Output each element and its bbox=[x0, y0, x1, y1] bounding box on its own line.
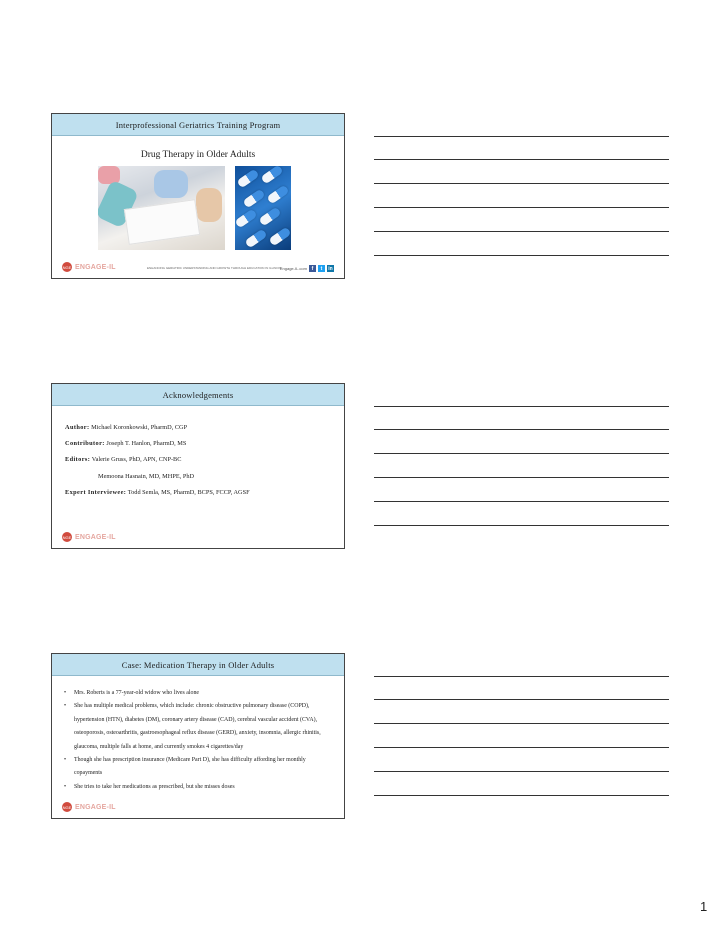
twitter-icon[interactable]: t bbox=[318, 265, 325, 272]
list-item: • Mrs. Roberts is a 77-year-old widow who lives alone bbox=[63, 687, 334, 700]
page-number: 1 bbox=[700, 899, 708, 914]
ack-line: Memoona Hasnain, MD, MHPE, PhD bbox=[98, 472, 195, 480]
linkedin-icon[interactable]: in bbox=[328, 265, 333, 272]
engage-il-logo bbox=[62, 262, 116, 272]
social-links bbox=[280, 265, 334, 272]
slide-header: Interprofessional Geriatrics Training Program bbox=[52, 114, 344, 136]
logo-badge: NGE bbox=[62, 262, 72, 272]
engage-il-logo bbox=[62, 802, 116, 812]
ack-line: Author: Michael Koronkowski, PharmD, CGP bbox=[65, 424, 188, 431]
acknowledgements-list bbox=[65, 420, 250, 501]
slide-header: Case: Medication Therapy in Older Adults bbox=[52, 654, 344, 676]
note-line bbox=[374, 159, 669, 160]
list-item: • Though she has prescription insurance (Medicare Part D), she has difficulty affording her monthly copayments bbox=[63, 754, 334, 781]
pills-photo bbox=[235, 166, 291, 250]
note-line bbox=[374, 747, 669, 748]
slide-header: Acknowledgements bbox=[52, 384, 344, 406]
ack-line: Editors: Valerie Gruss, PhD, APN, CNP-BC bbox=[65, 456, 182, 464]
case-bullets bbox=[63, 687, 334, 794]
slide-title bbox=[51, 113, 345, 279]
note-line bbox=[374, 136, 669, 137]
logo-text: ENGAGE-IL bbox=[75, 803, 116, 811]
logo-text: ENGAGE-IL bbox=[75, 263, 116, 271]
note-line bbox=[374, 429, 669, 430]
ack-line: Expert Interviewee: Todd Semla, MS, PharmD, BCPS, FCCP, AGSF bbox=[65, 488, 250, 496]
note-line bbox=[374, 771, 669, 772]
slide-case bbox=[51, 653, 345, 819]
note-line bbox=[374, 453, 669, 454]
note-line bbox=[374, 207, 669, 208]
note-line bbox=[374, 723, 669, 724]
slide-title-text: Drug Therapy in Older Adults bbox=[140, 150, 256, 160]
note-line bbox=[374, 699, 669, 700]
footer-tagline: ENHANCING GERIATRIC UNDERSTANDING AND GROWTH THROUGH EDUCATION IN ILLINOIS bbox=[147, 266, 282, 270]
note-line bbox=[374, 231, 669, 232]
note-line bbox=[374, 795, 669, 796]
team-meeting-photo bbox=[98, 166, 225, 250]
logo-text: ENGAGE-IL bbox=[75, 533, 116, 541]
facebook-icon[interactable]: f bbox=[309, 265, 316, 272]
note-line bbox=[374, 255, 669, 256]
logo-badge: NGE bbox=[62, 532, 72, 542]
engage-il-logo bbox=[62, 532, 116, 542]
note-line bbox=[374, 501, 669, 502]
note-line bbox=[374, 676, 669, 677]
list-item: • She has multiple medical problems, which include: chronic obstructive pulmonary disease (COPD), hypertension (HTN), diabetes (DM), coronary artery disease (CAD), cerebral vascular accident (CVA), osteoporosis, osteoarthritis, gastroesophageal reflux disease (GERD), anxiety, insomnia, allergic rhinitis, glaucoma, multiple falls at home, and currently smokes 4 cigarettes/day bbox=[63, 700, 334, 754]
slide-acknowledgements bbox=[51, 383, 345, 549]
logo-badge: NGE bbox=[62, 802, 72, 812]
social-label: Engage-IL.com bbox=[279, 266, 307, 271]
note-line bbox=[374, 477, 669, 478]
note-line bbox=[374, 525, 669, 526]
note-line bbox=[374, 183, 669, 184]
note-line bbox=[374, 406, 669, 407]
list-item: • She tries to take her medications as prescribed, but she misses doses bbox=[63, 781, 334, 794]
ack-line: Contributor: Joseph T. Hanlon, PharmD, MS bbox=[65, 440, 187, 448]
